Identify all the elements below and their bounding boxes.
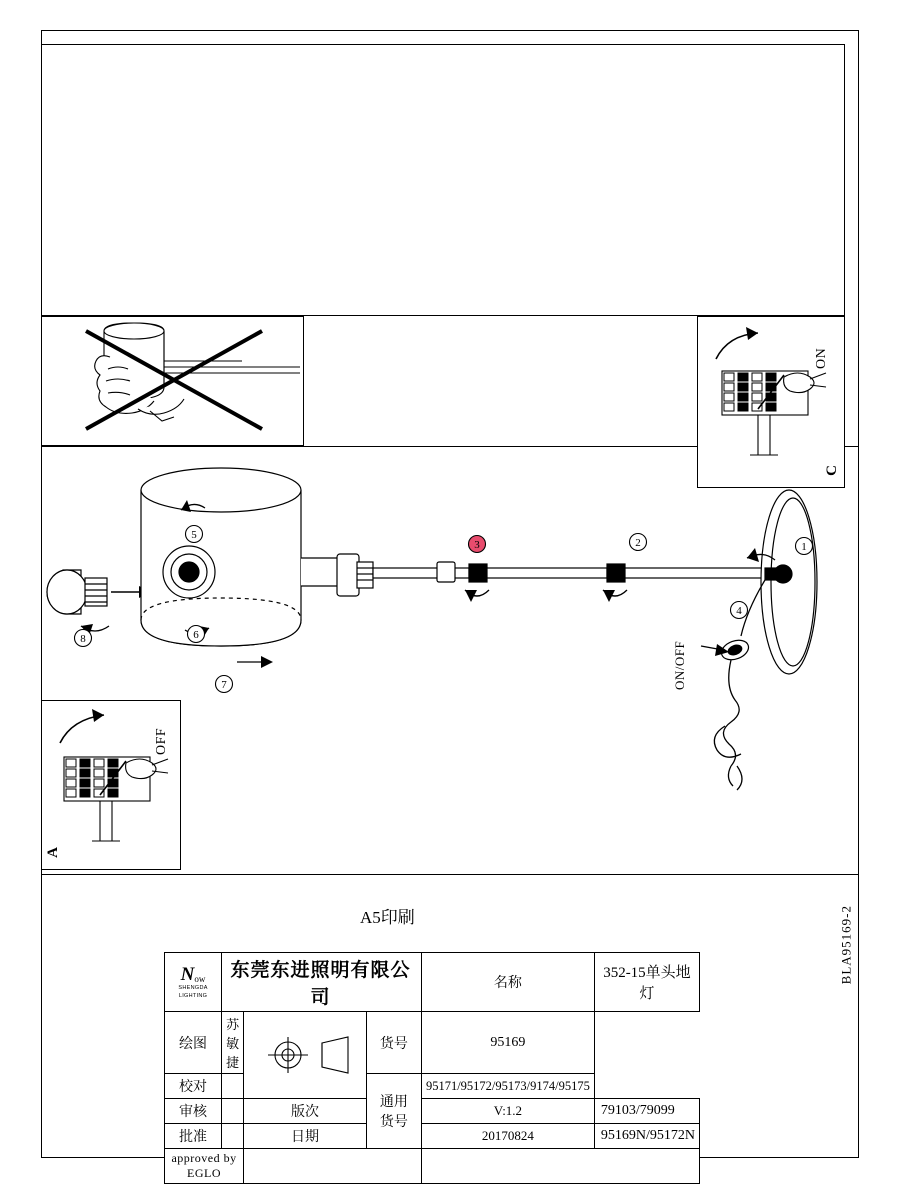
warning-illustration: [42, 317, 302, 444]
row-value-approve: [222, 1124, 244, 1149]
svg-text:7: 7: [221, 679, 227, 691]
svg-text:8: 8: [80, 633, 86, 645]
company-name: 东莞东进照明有限公司: [222, 953, 422, 1012]
article-number-label: 货号: [366, 1012, 421, 1074]
title-block: [164, 952, 700, 1184]
version-value: V:1.2: [421, 1099, 594, 1124]
empty-cell-a: [244, 1149, 422, 1184]
row-label-review: 审核: [165, 1099, 222, 1124]
table-row: [165, 953, 700, 1012]
common-article-label: [366, 1074, 421, 1149]
print-note: A5印刷: [360, 908, 415, 927]
common-article-value-1: 95171/95172/95173/9174/95175: [421, 1074, 594, 1099]
svg-text:5: 5: [191, 529, 197, 541]
row-value-review: [222, 1099, 244, 1124]
svg-text:6: 6: [193, 629, 199, 641]
brand-logo-line1: SHENGDA: [178, 985, 208, 991]
common-article-value-3: 95169N/95172N: [594, 1124, 699, 1149]
document-code: BLA95169-2: [838, 905, 853, 985]
table-row: [165, 1099, 700, 1124]
row-label-check: 校对: [165, 1074, 222, 1099]
top-blank-panel: [41, 44, 845, 316]
svg-text:3: 3: [474, 539, 480, 551]
switch-on-box-letter: C: [824, 465, 841, 476]
common-article-label-line1: 通用: [379, 1095, 408, 1110]
switch-off-box-letter: A: [44, 847, 61, 858]
bottom-separator: [41, 874, 859, 875]
row-label-approve: 批准: [165, 1124, 222, 1149]
svg-text:1: 1: [801, 541, 807, 553]
article-number-value: 95169: [421, 1012, 594, 1074]
approved-by: approved by EGLO: [165, 1149, 244, 1184]
product-name-value: 352-15单头地灯: [594, 953, 699, 1012]
on-off-switch-label: ON/OFF: [672, 640, 687, 690]
projection-symbol-cell: [244, 1012, 367, 1099]
table-row: [165, 1124, 700, 1149]
row-value-check: [222, 1074, 244, 1099]
common-article-value-2: 79103/79099: [594, 1099, 699, 1124]
logo-cell: [165, 953, 222, 1012]
assembly-diagram: [41, 450, 859, 874]
product-name-label: 名称: [421, 953, 594, 1012]
common-article-label-line2: 货号: [379, 1115, 408, 1130]
brand-logo-mark: Now: [180, 964, 206, 985]
row-value-draw: 苏敏捷: [222, 1012, 244, 1074]
brand-logo-line2: LIGHTING: [178, 992, 208, 999]
switch-on-label: ON: [814, 347, 829, 369]
date-label: 日期: [244, 1124, 367, 1149]
warning-illustration-box: [41, 316, 304, 446]
switch-off-label: OFF: [154, 727, 169, 755]
table-row: [165, 1012, 700, 1074]
first-angle-projection-icon: [244, 1034, 364, 1076]
version-label: 版次: [244, 1099, 367, 1124]
date-value: 20170824: [421, 1124, 594, 1149]
empty-cell-b: [421, 1149, 699, 1184]
table-row: [165, 1149, 700, 1184]
svg-text:2: 2: [635, 537, 641, 549]
top-panel-left-edge: [41, 44, 42, 316]
svg-text:4: 4: [736, 605, 742, 617]
row-label-draw: 绘图: [165, 1012, 222, 1074]
